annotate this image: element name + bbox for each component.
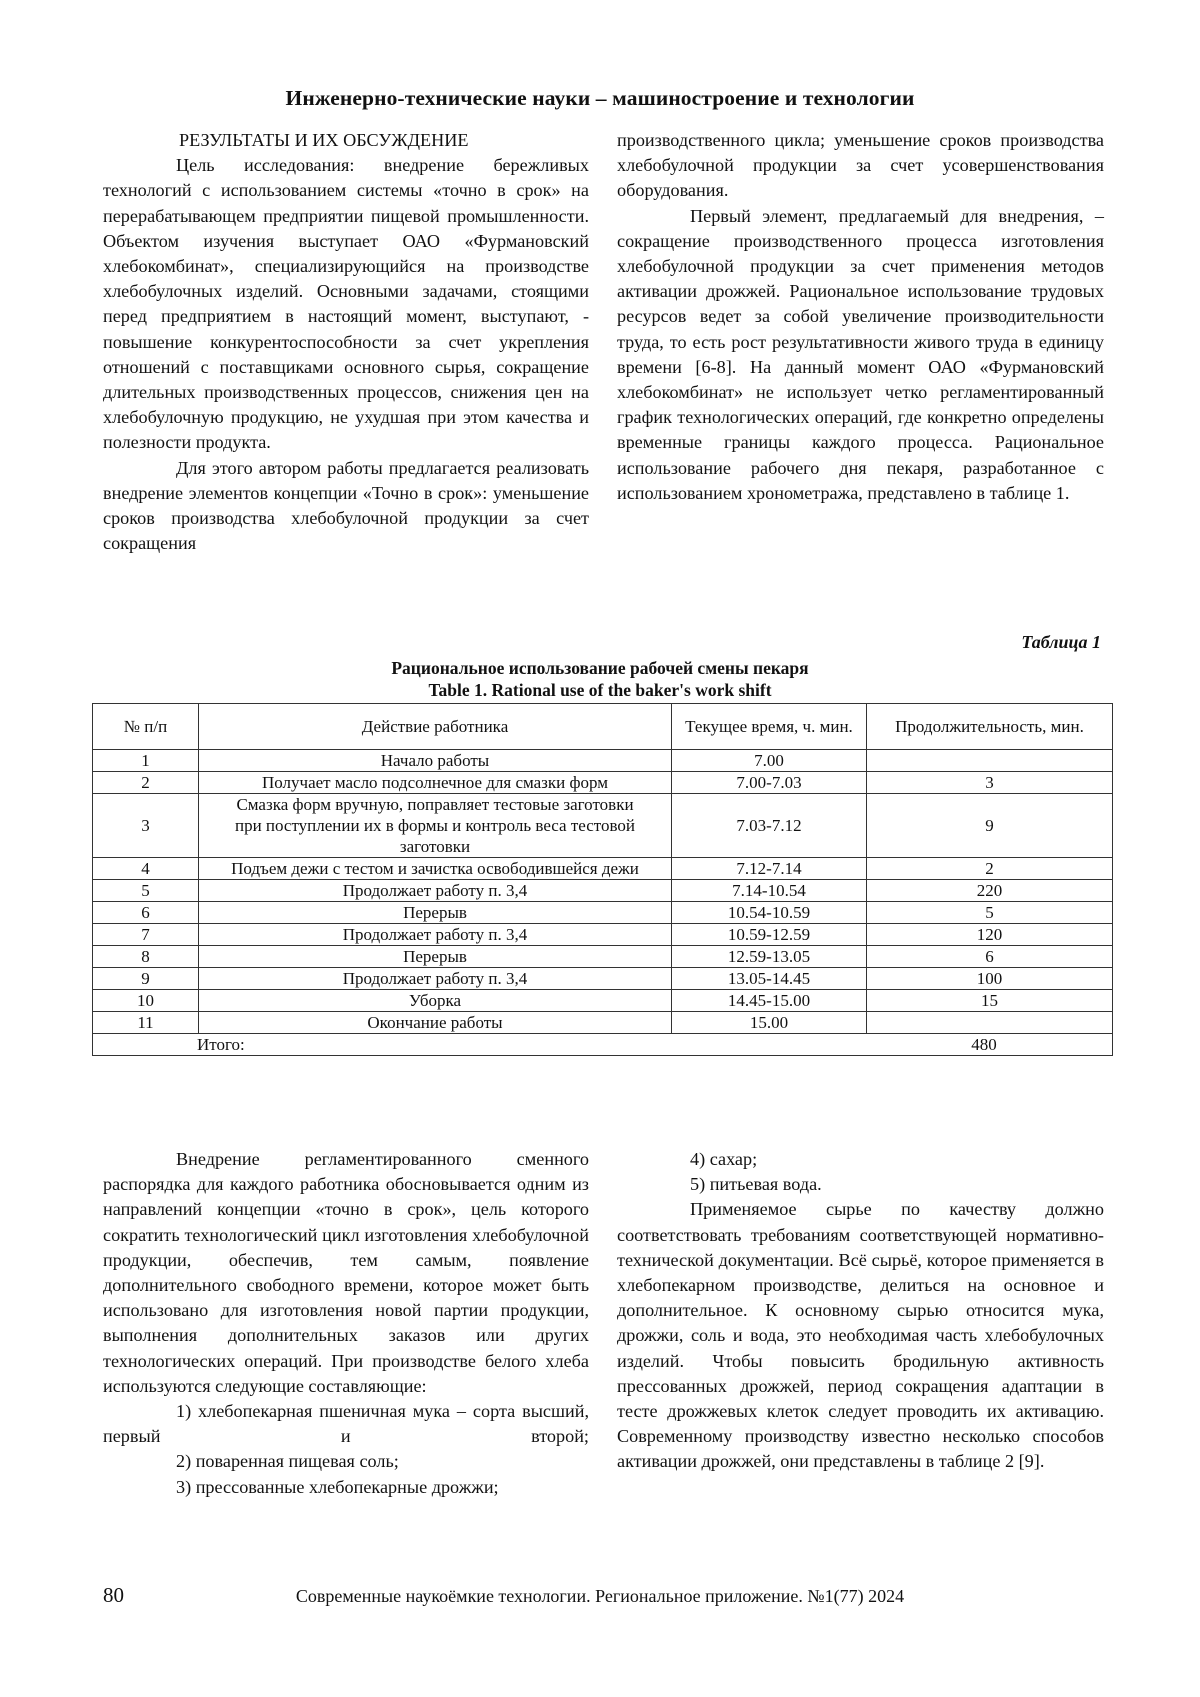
cell-duration: 2 bbox=[867, 858, 1113, 880]
left-column-bottom bbox=[103, 1147, 589, 1500]
cell-time: 7.03-7.12 bbox=[672, 794, 867, 858]
header-number: № п/п bbox=[93, 704, 199, 750]
table-row bbox=[93, 750, 1113, 772]
cell-number: 4 bbox=[93, 858, 199, 880]
table-header-row bbox=[93, 704, 1113, 750]
cell-action: Получает масло подсолнечное для смазки форм bbox=[199, 772, 672, 794]
table-caption-en: Table 1. Rational use of the baker's work shift bbox=[428, 680, 772, 700]
paragraph: Цель исследования: внедрение бережливых технологий с использованием системы «точно в срок» на перерабатывающем предприятии пищевой промышленности. Объектом изучения выступает ОАО «Фурмановский хлебокомбинат», специализирующийся на производстве хлебобулочных изделий. Основными задачами, стоящими перед предприятием в настоящий момент, выступают, - повышение конкурентоспособности за счет укрепления отношений с поставщиками основного сырья, сокращение длительных производственных процессов, снижения цен на хлебобулочную продукцию, не ухудшая при этом качества и полезности продукта. bbox=[103, 155, 589, 453]
cell-duration bbox=[867, 750, 1113, 772]
cell-number: 2 bbox=[93, 772, 199, 794]
cell-action: Перерыв bbox=[199, 946, 672, 968]
table-row bbox=[93, 902, 1113, 924]
cell-time: 10.59-12.59 bbox=[672, 924, 867, 946]
paragraph: Применяемое сырье по качеству должно соответствовать требованиям соответствующей нормативно-технической документации. Всё сырьё, которое применяется в хлебопекарном производстве, делиться на основное и дополнительное. К основному сырью относится мука, дрожжи, соль и вода, это необходимая часть хлебобулочных изделий. Чтобы повысить бродильную активность прессованных дрожжей, период сокращения адаптации в тесте дрожжевых клеток следует проводить их активацию. Современному производству известно несколько способов активации дрожжей, они представлены в таблице 2 [9]. bbox=[617, 1199, 1104, 1472]
left-column-top bbox=[103, 128, 589, 556]
list-item: 3) прессованные хлебопекарные дрожжи; bbox=[176, 1476, 499, 1497]
paragraph: Внедрение регламентированного сменного распорядка для каждого работника обосновывается одним из направлений концепции «точно в срок», цель которого сократить технологический цикл изготовления хлебобулочной продукции, обеспечив, тем самым, появление дополнительного свободного времени, которое может быть использовано для изготовления новой партии продукции, выполнения дополнительных заказов или других технологических операций. При производстве белого хлеба используются следующие составляющие: bbox=[103, 1149, 589, 1396]
running-title: Инженерно-технические науки – машиностроение и технологии bbox=[285, 86, 915, 110]
paragraph: Первый элемент, предлагаемый для внедрения, – сокращение производственного процесса изготовления хлебобулочной продукции за счет применения методов активации дрожжей. Рациональное использование трудовых ресурсов ведет за собой увеличение производительности труда, то есть рост результативности живого труда в единицу времени [6-8]. На данный момент ОАО «Фурмановский хлебокомбинат» не использует четко регламентированный график технологических операций, где конкретно определены временные границы каждого процесса. Рациональное использование рабочего дня пекаря, разработанное с использованием хронометража, представлено в таблице 1. bbox=[617, 205, 1104, 503]
list-item: 4) сахар; bbox=[690, 1149, 758, 1169]
section-heading: РЕЗУЛЬТАТЫ И ИХ ОБСУЖДЕНИЕ bbox=[179, 130, 469, 150]
list-item: 2) поваренная пищевая соль; bbox=[176, 1451, 399, 1472]
cell-action: Продолжает работу п. 3,4 bbox=[199, 924, 672, 946]
cell-number: 6 bbox=[93, 902, 199, 924]
table-row bbox=[93, 1012, 1113, 1034]
cell-number: 8 bbox=[93, 946, 199, 968]
cell-duration: 6 bbox=[867, 946, 1113, 968]
table-caption-ru: Рациональное использование рабочей смены пекаря bbox=[391, 658, 809, 678]
cell-time: 7.12-7.14 bbox=[672, 858, 867, 880]
cell-duration: 120 bbox=[867, 924, 1113, 946]
work-shift-table bbox=[92, 703, 1113, 1056]
cell-action: Смазка форм вручную, поправляет тестовые заготовки при поступлении их в формы и контроль веса тестовой заготовки bbox=[199, 794, 672, 858]
cell-action: Начало работы bbox=[199, 750, 672, 772]
page-number: 80 bbox=[103, 1583, 124, 1607]
cell-duration: 3 bbox=[867, 772, 1113, 794]
cell-action: Продолжает работу п. 3,4 bbox=[199, 880, 672, 902]
cell-number: 11 bbox=[93, 1012, 199, 1034]
cell-time: 14.45-15.00 bbox=[672, 990, 867, 1012]
cell-time: 15.00 bbox=[672, 1012, 867, 1034]
cell-time: 7.00 bbox=[672, 750, 867, 772]
cell-time: 7.00-7.03 bbox=[672, 772, 867, 794]
cell-number: 1 bbox=[93, 750, 199, 772]
paragraph: производственного цикла; уменьшение сроков производства хлебобулочной продукции за счет усовершенствования оборудования. bbox=[617, 130, 1104, 201]
table-total-row bbox=[93, 1034, 1113, 1056]
cell-action: Подъем дежи с тестом и зачистка освободившейся дежи bbox=[199, 858, 672, 880]
table-caption bbox=[0, 657, 1200, 701]
table-row bbox=[93, 990, 1113, 1012]
header-duration: Продолжительность, мин. bbox=[867, 704, 1113, 750]
journal-footer: Современные наукоёмкие технологии. Региональное приложение. №1(77) 2024 bbox=[295, 1586, 905, 1606]
header-action: Действие работника bbox=[199, 704, 672, 750]
cell-number: 10 bbox=[93, 990, 199, 1012]
cell-duration bbox=[867, 1012, 1113, 1034]
cell-number: 7 bbox=[93, 924, 199, 946]
cell-action: Продолжает работу п. 3,4 bbox=[199, 968, 672, 990]
cell-number: 5 bbox=[93, 880, 199, 902]
table-label: Таблица 1 bbox=[1021, 632, 1101, 652]
cell-number: 3 bbox=[93, 794, 199, 858]
table-row bbox=[93, 880, 1113, 902]
cell-action: Перерыв bbox=[199, 902, 672, 924]
list-item: 1) хлебопекарная пшеничная мука – сорта высший, первый и второй; bbox=[103, 1401, 589, 1447]
cell-number: 9 bbox=[93, 968, 199, 990]
cell-time: 10.54-10.59 bbox=[672, 902, 867, 924]
cell-duration: 5 bbox=[867, 902, 1113, 924]
cell-action: Уборка bbox=[199, 990, 672, 1012]
list-item: 5) питьевая вода. bbox=[690, 1174, 822, 1195]
table-row bbox=[93, 794, 1113, 858]
cell-time: 13.05-14.45 bbox=[672, 968, 867, 990]
cell-duration: 15 bbox=[867, 990, 1113, 1012]
cell-duration: 100 bbox=[867, 968, 1113, 990]
table-row bbox=[93, 946, 1113, 968]
right-column-top bbox=[617, 128, 1104, 506]
cell-action: Окончание работы bbox=[199, 1012, 672, 1034]
table-row bbox=[93, 924, 1113, 946]
total-value: 480 bbox=[971, 1035, 997, 1054]
total-label: Итого: bbox=[197, 1035, 245, 1054]
paragraph: Для этого автором работы предлагается реализовать внедрение элементов концепции «Точно в срок»: уменьшение сроков производства хлебобулочной продукции за счет сокращения bbox=[103, 457, 589, 554]
table-row bbox=[93, 968, 1113, 990]
cell-duration: 9 bbox=[867, 794, 1113, 858]
cell-time: 12.59-13.05 bbox=[672, 946, 867, 968]
table-row bbox=[93, 858, 1113, 880]
cell-time: 7.14-10.54 bbox=[672, 880, 867, 902]
table-row bbox=[93, 772, 1113, 794]
cell-duration: 220 bbox=[867, 880, 1113, 902]
header-time: Текущее время, ч. мин. bbox=[672, 704, 867, 750]
right-column-bottom bbox=[617, 1147, 1104, 1475]
total-cell bbox=[93, 1034, 1113, 1056]
